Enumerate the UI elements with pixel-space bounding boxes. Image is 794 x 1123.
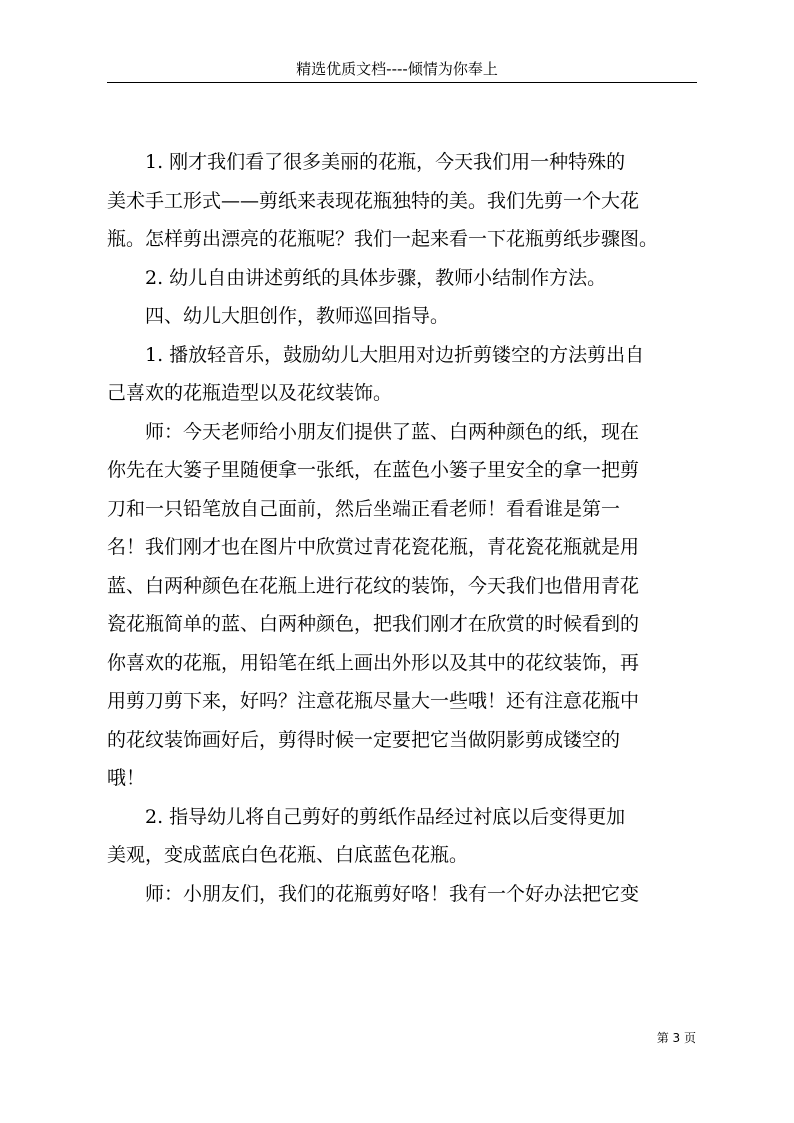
paragraph-line: 蓝、白两种颜色在花瓶上进行花纹的装饰，今天我们也借用青花: [107, 574, 640, 597]
paragraph-line: 用剪刀剪下来，好吗？注意花瓶尽量大一些哦！还有注意花瓶中: [107, 690, 640, 712]
paragraph-line: 己喜欢的花瓶造型以及花纹装饰。: [107, 382, 393, 404]
section-heading: 四、幼儿大胆创作，教师巡回指导。: [145, 305, 450, 327]
document-body: [107, 143, 707, 913]
paragraph-line: 名！我们刚才也在图片中欣赏过青花瓷花瓶，青花瓷花瓶就是用: [107, 536, 640, 558]
paragraph-line: 瓶。怎样剪出漂亮的花瓶呢？我们一起来看一下花瓶剪纸步骤图。: [107, 228, 659, 250]
paragraph-line: 刀和一只铅笔放自己面前，然后坐端正看老师！看看谁是第一: [107, 497, 621, 520]
paragraph-line: 2. 指导幼儿将自己剪好的剪纸作品经过衬底以后变得更加: [145, 805, 626, 828]
paragraph-line: 2. 幼儿自由讲述剪纸的具体步骤，教师小结制作方法。: [145, 266, 607, 289]
paragraph-line: 你喜欢的花瓶，用铅笔在纸上画出外形以及其中的花纹装饰，再: [107, 651, 640, 674]
paragraph-line: 师：今天老师给小朋友们提供了蓝、白两种颜色的纸，现在: [145, 420, 640, 443]
paragraph-line: 瓷花瓶简单的蓝、白两种颜色，把我们刚才在欣赏的时候看到的: [107, 613, 640, 635]
paragraph-line: 1. 播放轻音乐，鼓励幼儿大胆用对边折剪镂空的方法剪出自: [145, 343, 645, 366]
paragraph-line: 哦！: [107, 767, 146, 789]
paragraph-line: 师：小朋友们，我们的花瓶剪好咯！我有一个好办法把它变: [145, 882, 640, 905]
page-number: 第 3 页: [656, 1031, 696, 1045]
paragraph-line: 美观，变成蓝底白色花瓶、白底蓝色花瓶。: [107, 844, 469, 866]
paragraph-line: 1. 刚才我们看了很多美丽的花瓶，今天我们用一种特殊的: [145, 151, 626, 173]
paragraph-line: 美术手工形式——剪纸来表现花瓶独特的美。我们先剪一个大花: [107, 189, 640, 212]
page-header: 精选优质文档----倾情为你奉上: [296, 60, 498, 78]
paragraph-line: 的花纹装饰画好后，剪得时候一定要把它当做阴影剪成镂空的: [107, 728, 621, 751]
header-divider: [107, 82, 697, 83]
paragraph-line: 你先在大篓子里随便拿一张纸，在蓝色小篓子里安全的拿一把剪: [107, 459, 640, 481]
